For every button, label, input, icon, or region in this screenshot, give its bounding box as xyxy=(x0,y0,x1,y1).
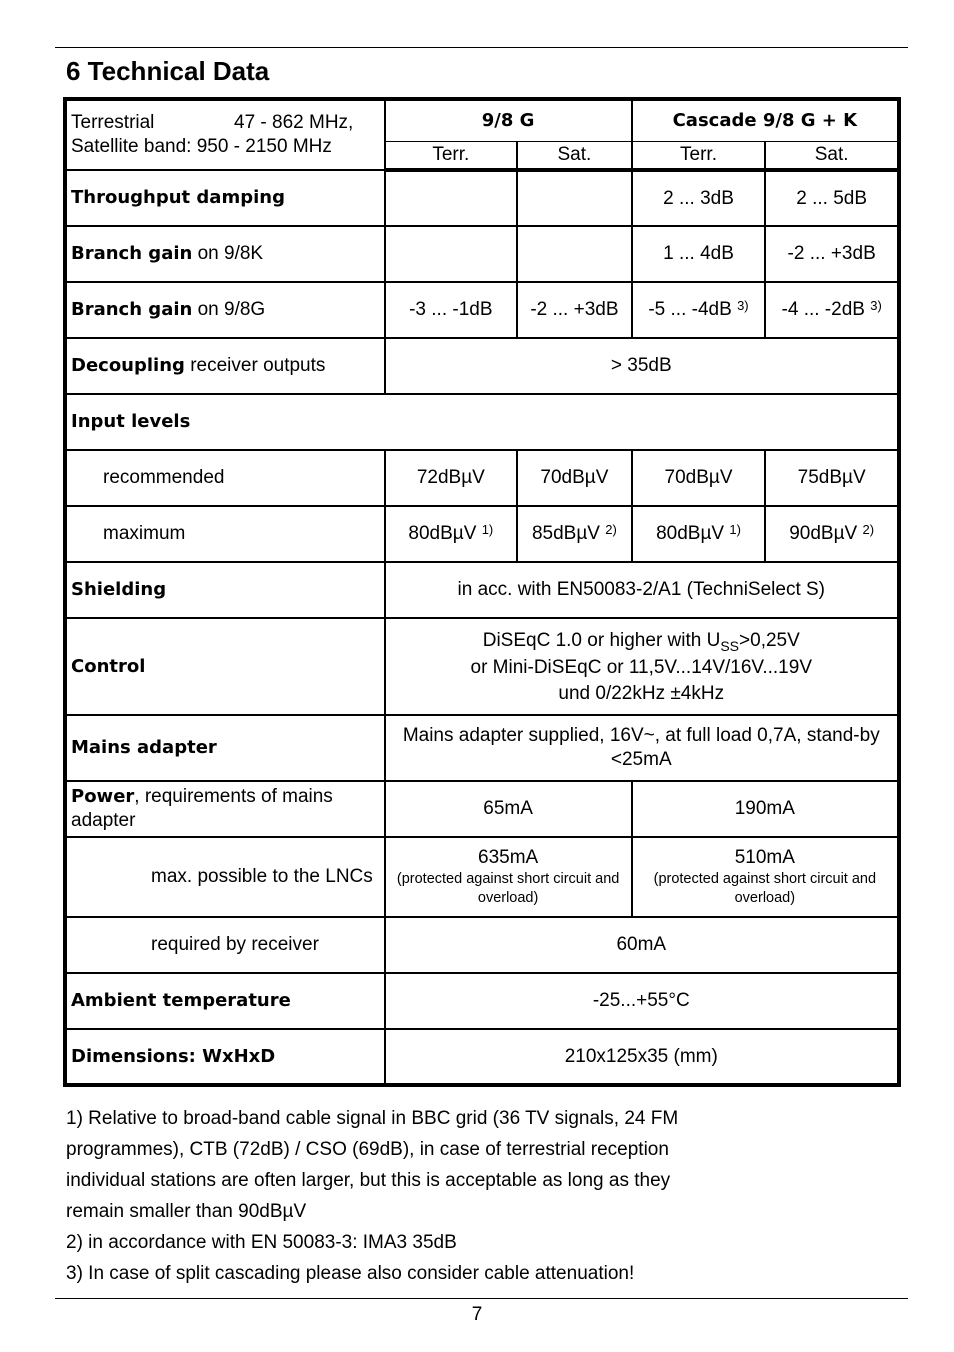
mains-adapter-value: Mains adapter supplied, 16V~, at full load 0,7A, stand-by <25mA xyxy=(385,715,899,781)
table-row xyxy=(65,338,899,394)
dimensions-value: 210x125x35 (mm) xyxy=(385,1029,899,1085)
footnote-3: 3) In case of split cascading please also consider cable attenuation! xyxy=(66,1263,635,1284)
maximum-98g-terr: 80dBµV $^{1)}$ xyxy=(385,506,518,562)
row-label-ambient: Ambient temperature xyxy=(65,973,385,1029)
row-label-receiver: required by receiver xyxy=(65,917,385,973)
row-label-decoupling: Decoupling receiver outputs xyxy=(65,338,385,394)
row-label-throughput: Throughput damping xyxy=(65,170,385,226)
maximum-98g-sat: 85dBµV $^{2)}$ xyxy=(517,506,632,562)
col-header-98g: 9/8 G xyxy=(385,99,632,141)
control-line-3: und 0/22kHz ±4kHz xyxy=(558,683,725,704)
footnote-1-line: programmes), CTB (72dB) / CSO (69dB), in case of terrestrial reception xyxy=(66,1139,669,1160)
frequency-range-cell xyxy=(65,99,385,170)
row-label-lncs: max. possible to the LNCs xyxy=(65,837,385,917)
row-label-maximum: maximum xyxy=(65,506,385,562)
table-row xyxy=(65,282,899,338)
row-label-control: Control xyxy=(65,618,385,715)
subheader-sat: Sat. xyxy=(765,141,899,170)
footnotes xyxy=(66,1103,886,1289)
page-title: 6 Technical Data xyxy=(66,56,270,86)
table-row xyxy=(65,226,899,282)
ambient-value: -25...+55°C xyxy=(385,973,899,1029)
row-label-dimensions: Dimensions: WxHxD xyxy=(65,1029,385,1085)
lncs-cascade: 510mA (protected against short circuit and overload) xyxy=(632,837,899,917)
receiver-value: 60mA xyxy=(385,917,899,973)
table-header-row xyxy=(65,99,899,141)
top-rule xyxy=(55,47,908,48)
table-row xyxy=(65,506,899,562)
subheader-sat: Sat. xyxy=(517,141,632,170)
table-row xyxy=(65,450,899,506)
footnote-1-line: individual stations are often larger, but this is acceptable as long as they xyxy=(66,1170,671,1191)
table-row xyxy=(65,837,899,917)
control-line-2: or Mini-DiSEqC or 11,5V...14V/16V...19V xyxy=(470,657,812,678)
recommended-98g-terr: 72dBµV xyxy=(385,450,518,506)
table-row xyxy=(65,562,899,618)
subheader-terr: Terr. xyxy=(385,141,518,170)
col-header-cascade: Cascade 9/8 G + K xyxy=(632,99,899,141)
technical-data-table xyxy=(63,97,901,1087)
table-row xyxy=(65,1029,899,1085)
bottom-rule xyxy=(55,1298,908,1299)
control-line-1: DiSEqC 1.0 or higher with $U_{SS}>0,25V$ xyxy=(482,630,800,654)
row-label-recommended: recommended xyxy=(65,450,385,506)
throughput-cascade-sat: 2 ... 5dB xyxy=(765,170,899,226)
page-number: 7 xyxy=(471,1304,483,1325)
row-label-branch-gain-k: Branch gain on 9/8K xyxy=(65,226,385,282)
maximum-cascade-terr: 80dBµV $^{1)}$ xyxy=(632,506,766,562)
branch-g-cascade-sat: -4 ... -2dB $^{3)}$ xyxy=(765,282,899,338)
branch-g-cascade-terr: -5 ... -4dB $^{3)}$ xyxy=(632,282,766,338)
branch-g-98g-sat: -2 ... +3dB xyxy=(517,282,632,338)
decoupling-value: > 35dB xyxy=(385,338,899,394)
row-label-branch-gain-g: Branch gain on 9/8G xyxy=(65,282,385,338)
branch-g-98g-terr: -3 ... -1dB xyxy=(385,282,518,338)
table-row xyxy=(65,394,899,450)
throughput-cascade-terr: 2 ... 3dB xyxy=(632,170,766,226)
power-98g: 65mA xyxy=(385,781,632,837)
row-label-input-levels: Input levels xyxy=(65,394,899,450)
table-row xyxy=(65,781,899,837)
table-row xyxy=(65,973,899,1029)
recommended-cascade-sat: 75dBµV xyxy=(765,450,899,506)
branch-k-cascade-terr: 1 ... 4dB xyxy=(632,226,766,282)
footnote-1-line: 1) Relative to broad-band cable signal in BBC grid (36 TV signals, 24 FM xyxy=(66,1108,679,1129)
recommended-cascade-terr: 70dBµV xyxy=(632,450,766,506)
table-row xyxy=(65,715,899,781)
footnote-1-line: remain smaller than 90dBµV xyxy=(66,1201,307,1222)
table-row xyxy=(65,618,899,715)
terrestrial-range: Terrestrial 47 - 862 MHz, xyxy=(71,112,354,133)
footnote-2: 2) in accordance with EN 50083-3: IMA3 35dB xyxy=(66,1232,457,1253)
lncs-98g: 635mA (protected against short circuit and overload) xyxy=(385,837,632,917)
shielding-value: in acc. with EN50083-2/A1 (TechniSelect S) xyxy=(385,562,899,618)
row-label-power: Power, requirements of mains adapter xyxy=(65,781,385,837)
table-row xyxy=(65,170,899,226)
power-cascade: 190mA xyxy=(632,781,899,837)
maximum-cascade-sat: 90dBµV $^{2)}$ xyxy=(765,506,899,562)
satellite-range: Satellite band: 950 - 2150 MHz xyxy=(71,136,332,157)
control-value xyxy=(385,618,899,715)
row-label-mains-adapter: Mains adapter xyxy=(65,715,385,781)
row-label-shielding: Shielding xyxy=(65,562,385,618)
branch-k-cascade-sat: -2 ... +3dB xyxy=(765,226,899,282)
subheader-terr: Terr. xyxy=(632,141,766,170)
table-row xyxy=(65,917,899,973)
recommended-98g-sat: 70dBµV xyxy=(517,450,632,506)
